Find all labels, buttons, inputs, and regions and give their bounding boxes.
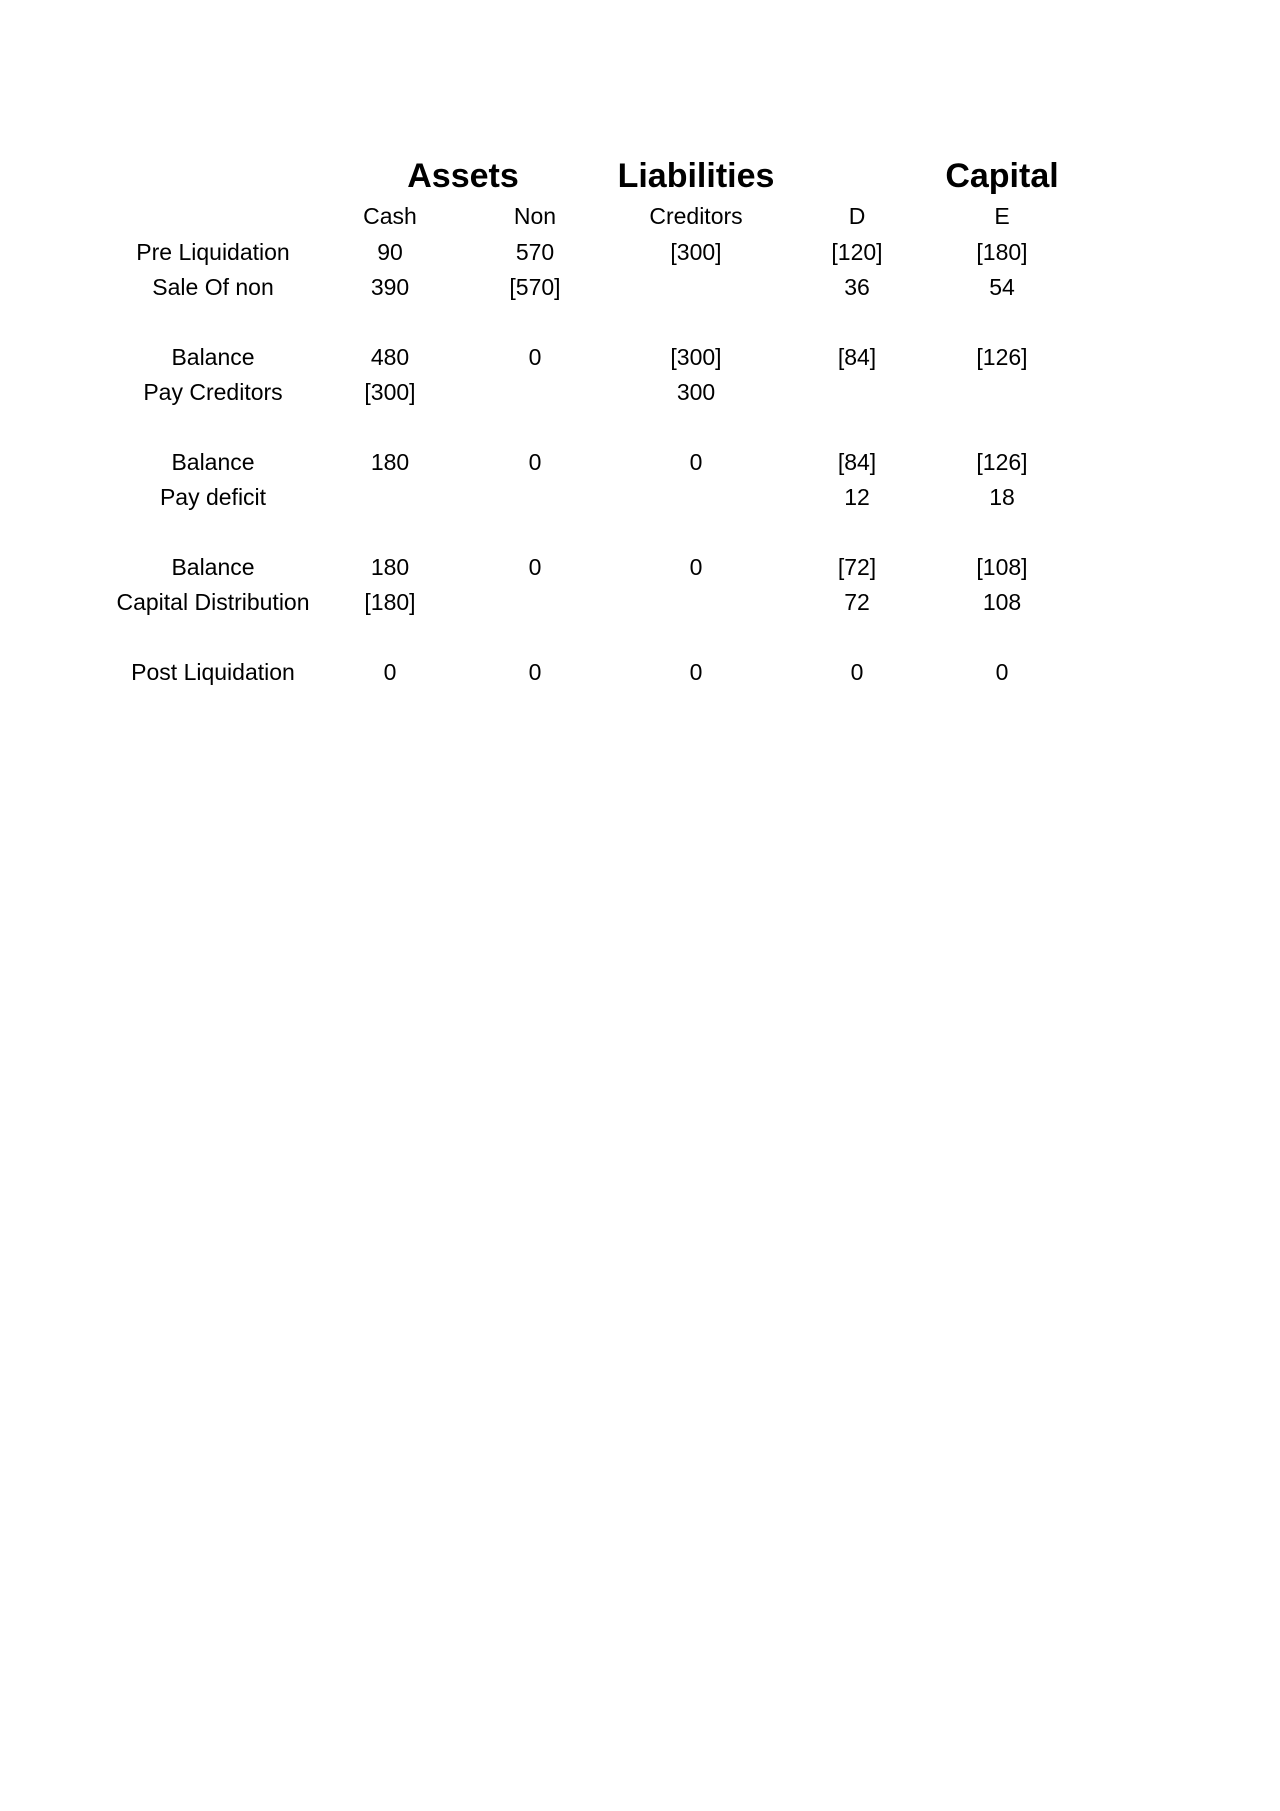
table-row-pay-creditors bbox=[0, 377, 1280, 407]
table-row-post-liquidation bbox=[0, 657, 1280, 687]
cell-e: [108] bbox=[976, 554, 1028, 580]
cell-e: 54 bbox=[989, 274, 1015, 300]
cell-d: 72 bbox=[844, 589, 870, 615]
row-label: Post Liquidation bbox=[131, 659, 295, 685]
cell-creditors: [300] bbox=[670, 344, 722, 370]
table-row-sale-of-non bbox=[0, 272, 1280, 302]
cell-non: [570] bbox=[509, 274, 561, 300]
cell-d: 12 bbox=[844, 484, 870, 510]
row-label: Balance bbox=[171, 554, 255, 580]
cell-non: 0 bbox=[528, 659, 542, 685]
column-header-e: E bbox=[994, 203, 1010, 229]
cell-d: 0 bbox=[850, 659, 864, 685]
cell-e: [126] bbox=[976, 344, 1028, 370]
column-header-creditors: Creditors bbox=[649, 203, 743, 229]
cell-creditors: 0 bbox=[689, 449, 703, 475]
row-label: Pay deficit bbox=[159, 484, 267, 510]
cell-creditors: [300] bbox=[670, 239, 722, 265]
table-row-balance bbox=[0, 447, 1280, 477]
cell-cash: 90 bbox=[377, 239, 403, 265]
cell-cash: 180 bbox=[370, 554, 410, 580]
cell-creditors: 300 bbox=[676, 379, 716, 405]
cell-d: [120] bbox=[831, 239, 883, 265]
cell-d: [84] bbox=[837, 344, 877, 370]
column-header-non: Non bbox=[513, 203, 557, 229]
cell-cash: 480 bbox=[370, 344, 410, 370]
table-row-pay-deficit bbox=[0, 482, 1280, 512]
heading-liabilities: Liabilities bbox=[617, 157, 775, 195]
table-row-pre-liquidation bbox=[0, 237, 1280, 267]
cell-cash: 0 bbox=[383, 659, 397, 685]
row-label: Sale Of non bbox=[152, 274, 274, 300]
cell-d: 36 bbox=[844, 274, 870, 300]
row-label: Capital Distribution bbox=[116, 589, 310, 615]
heading-capital: Capital bbox=[945, 157, 1059, 195]
cell-e: 0 bbox=[995, 659, 1009, 685]
table-row-capital-distribution bbox=[0, 587, 1280, 617]
row-label: Balance bbox=[171, 344, 255, 370]
table-row-balance bbox=[0, 342, 1280, 372]
row-label: Balance bbox=[171, 449, 255, 475]
cell-d: [72] bbox=[837, 554, 877, 580]
cell-non: 0 bbox=[528, 554, 542, 580]
cell-non: 570 bbox=[515, 239, 555, 265]
cell-cash: [300] bbox=[364, 379, 416, 405]
heading-assets: Assets bbox=[407, 157, 519, 195]
table-row-balance bbox=[0, 552, 1280, 582]
cell-e: 108 bbox=[982, 589, 1022, 615]
cell-non: 0 bbox=[528, 344, 542, 370]
column-header-d: D bbox=[848, 203, 866, 229]
cell-cash: 180 bbox=[370, 449, 410, 475]
cell-cash: [180] bbox=[364, 589, 416, 615]
cell-creditors: 0 bbox=[689, 554, 703, 580]
cell-e: [180] bbox=[976, 239, 1028, 265]
cell-d: [84] bbox=[837, 449, 877, 475]
row-label: Pay Creditors bbox=[143, 379, 283, 405]
column-header-cash: Cash bbox=[363, 203, 417, 229]
cell-non: 0 bbox=[528, 449, 542, 475]
row-label: Pre Liquidation bbox=[136, 239, 290, 265]
cell-cash: 390 bbox=[370, 274, 410, 300]
cell-e: [126] bbox=[976, 449, 1028, 475]
cell-e: 18 bbox=[989, 484, 1015, 510]
cell-creditors: 0 bbox=[689, 659, 703, 685]
